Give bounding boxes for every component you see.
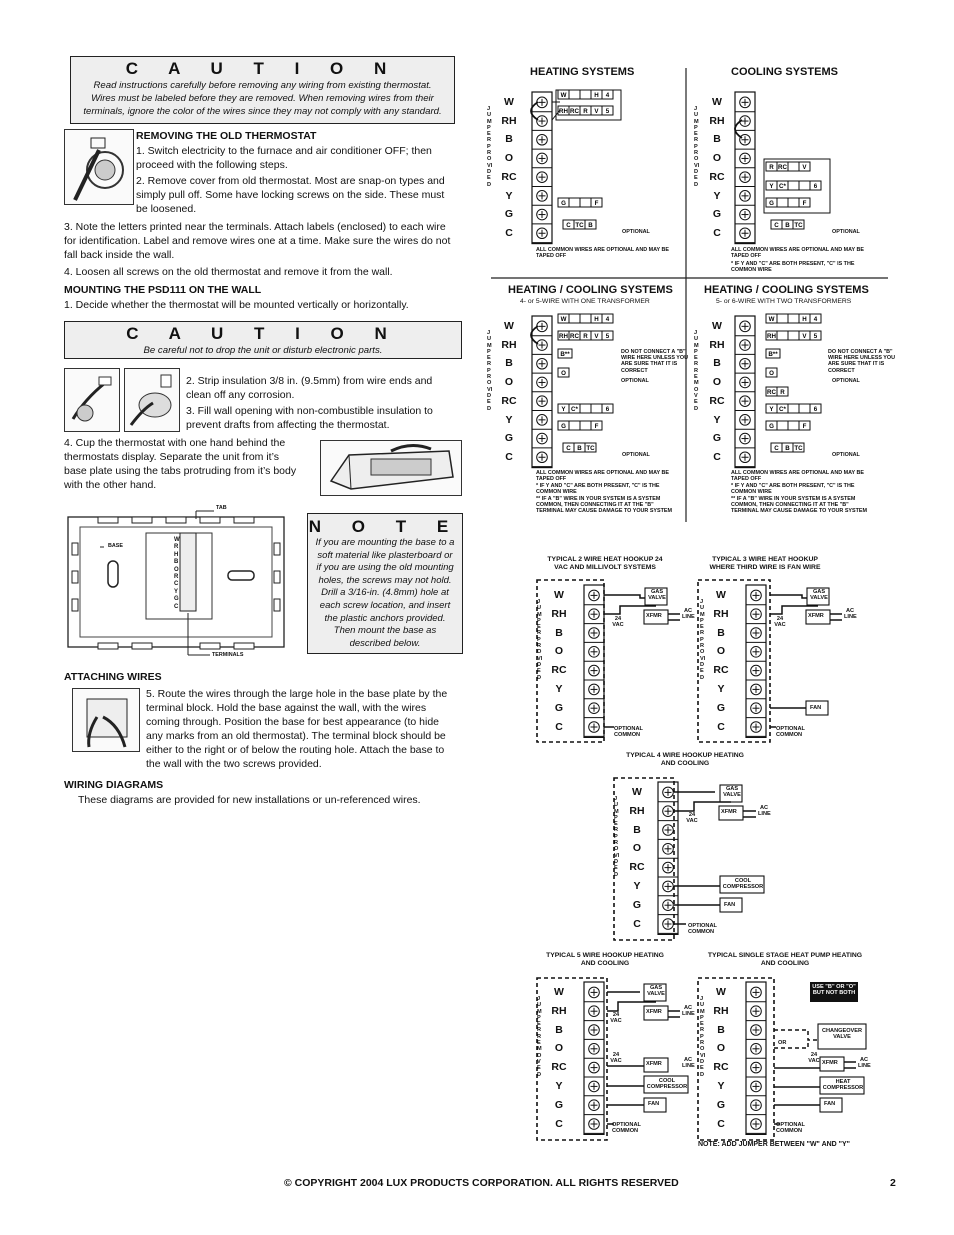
hk4-vac-label: 24 VAC <box>686 812 698 825</box>
terminal-cell-label: B** <box>560 351 570 358</box>
hk3-terminal-label: RC <box>713 664 729 677</box>
note-text: If you are mounting the base to a soft material like plasterboard or if you are using the old mounting holes, the screws may not hold. Drill a 3/16-in. (4.8mm) hole at each screw location, and insert the plastic anchors provided. Then mount the base as described below. <box>315 537 455 649</box>
caution-text: Be careful not to drop the unit or disturb electronic parts. <box>143 345 383 356</box>
hk2-jumper-label: JUMPERPROVIDED <box>537 599 543 681</box>
terminal-cell <box>777 421 788 430</box>
hp-changeover-label: CHANGEOVER VALVE <box>821 1028 863 1041</box>
terminal-cell-label: RH <box>559 108 568 115</box>
terminal-cell <box>799 404 810 413</box>
terminal-cell-label: TC <box>575 222 584 229</box>
hk5-terminal-label: B <box>555 1023 563 1036</box>
terminal-cell-label: G <box>561 200 566 207</box>
heating-systems-title: HEATING SYSTEMS <box>530 66 635 78</box>
hk2-ac-line-label: AC LINE <box>682 608 695 621</box>
hk3-gas-valve-label: GAS VALVE <box>810 589 828 602</box>
hp-terminal-label: O <box>716 1042 726 1055</box>
hk5-common-label: OPTIONAL COMMON <box>612 1122 641 1135</box>
terminal-cell-label: V <box>594 108 599 115</box>
terminal-cell-label: B** <box>768 351 778 358</box>
cooling-terminal-label: W <box>712 96 722 108</box>
terminal-cell-label: H <box>594 92 599 99</box>
terminal-cell-label: 4 <box>605 92 610 99</box>
tab-label: TAB <box>216 505 227 511</box>
hc2-subtitle: 5- or 6-WIRE WITH TWO TRANSFORMERS <box>716 298 852 305</box>
hk3-common-label: OPTIONAL COMMON <box>776 726 805 739</box>
hc2-terminal-label: Y <box>713 413 721 426</box>
removing-step4: 4. Loosen all screws on the old thermostat and remove it from the wall. <box>64 266 393 278</box>
terminal-cell <box>580 421 591 430</box>
hk2-vac-label: 24 VAC <box>612 616 624 629</box>
hc2-jumper-label: JUMPERREMOVED <box>694 330 699 412</box>
hk2-common-label: OPTIONAL COMMON <box>614 726 643 739</box>
heating-terminal-label: O <box>504 152 514 165</box>
cooling-terminal-label: C <box>713 226 721 239</box>
hk2-terminal-label: B <box>555 626 563 639</box>
hk5-cool-label: COOL COMPRESSOR <box>646 1078 688 1091</box>
step3-fill: 3. Fill wall opening with non-combustible insulation to prevent drafts from affecting the thermostat. <box>186 405 433 431</box>
terminal-cell <box>788 421 799 430</box>
terminal-cell-label: C* <box>779 406 786 413</box>
hk5-terminal-label: O <box>554 1042 564 1055</box>
terminal-cell-label: F <box>594 423 599 430</box>
hp-terminal-label: W <box>716 986 726 998</box>
hp-jumper-label: JUMPERPROVIDED <box>700 996 706 1078</box>
hk5-terminal-label: G <box>554 1098 564 1111</box>
heating-terminal-label: Y <box>505 189 513 202</box>
cooling-terminal-label: G <box>712 208 722 221</box>
hc2-note3: ** IF A "B" WIRE IN YOUR SYSTEM IS A SYSTEM COMMON, THEN CONNECTING IT AT THE "B" TERMINAL MAY CAUSE DAMAGE TO YOUR SYSTEM <box>731 496 867 515</box>
hk2-terminal-label: RC <box>551 664 567 677</box>
hc1-terminal-label: C <box>505 450 513 463</box>
terminal-cell <box>788 314 799 323</box>
hk5-fan-label: FAN <box>648 1101 660 1107</box>
terminal-cell <box>788 198 799 207</box>
hk2-terminal-label: G <box>554 701 564 714</box>
terminal-cell-label: RC <box>570 108 579 115</box>
hk4-terminal-label: C <box>633 917 641 930</box>
hc1-terminal-label: B <box>505 357 513 370</box>
hp-terminal-label: RC <box>713 1061 729 1074</box>
terminal-cell-label: TC <box>794 445 803 452</box>
hk5-vac-label-1: 24 VAC <box>610 1012 622 1025</box>
terminal-cell-label: V <box>594 333 599 340</box>
terminal-cell <box>777 331 788 340</box>
hc2-note: ALL COMMON WIRES ARE OPTIONAL AND MAY BE TAPED OFF <box>731 470 864 483</box>
wiring-heading: WIRING DIAGRAMS <box>64 779 164 791</box>
hk4-cool-label: COOL COMPRESSOR <box>722 878 764 891</box>
hc1-subtitle: 4- or 5-WIRE WITH ONE TRANSFORMER <box>520 298 650 305</box>
hk5-terminal-label: RC <box>551 1061 567 1074</box>
terminal-cell-label: G <box>561 423 566 430</box>
terminal-cell-label: 5 <box>605 333 610 340</box>
terminal-cell-label: 4 <box>605 316 610 323</box>
hk3-terminal-label: B <box>717 626 725 639</box>
hk3-terminal-label: C <box>717 720 725 733</box>
terminal-cell-label: 6 <box>813 183 818 190</box>
terminal-cell-label: RC <box>767 389 776 396</box>
hk2-gas-valve-label: GAS VALVE <box>648 589 666 602</box>
hp-terminal-label: RH <box>713 1004 729 1017</box>
hp-xfmr-label: XFMR <box>822 1060 838 1066</box>
hc2-terminal-label: G <box>712 432 722 445</box>
terminal-cell-label: 6 <box>605 406 610 413</box>
terminal-cell <box>580 404 591 413</box>
terminal-cell-label: 5 <box>605 108 610 115</box>
hk5-terminal-label: Y <box>555 1080 563 1092</box>
terminal-cell <box>569 314 580 323</box>
hk2-terminal-label: W <box>554 589 564 601</box>
hc2-terminal-label: B <box>713 357 721 370</box>
hc2-terminal-label: O <box>712 376 722 389</box>
wire <box>604 595 645 598</box>
attaching-step5: 5. Route the wires through the large hole in the base plate by the terminal block. Hold the base against the wall, with the wires coming through. Position the base for best appearance (to hide any marks from an old thermostat). The terminal block should be either to the right or of below the routing hole. Attach the base to the wall with the two screws provided. <box>146 688 448 770</box>
terminal-cell <box>777 314 788 323</box>
terminal-cell-label: V <box>802 164 807 171</box>
terminal-cell-label: B <box>785 445 790 452</box>
hc1-optional-2: OPTIONAL <box>622 452 650 458</box>
terminal-cell-label: C* <box>571 406 578 413</box>
terminal-cell-label: B <box>577 445 582 452</box>
hc2-optional-1: OPTIONAL <box>832 378 860 384</box>
hc2-optional-2: OPTIONAL <box>832 452 860 458</box>
terminal-cell-label: R <box>583 108 588 115</box>
hk2-terminal-label: C <box>555 720 563 733</box>
terminal-cell-label: B <box>785 222 790 229</box>
hk5-jumper-label: JUMPERREMOVED <box>537 996 542 1078</box>
hc2-terminal-label: RH <box>709 338 725 351</box>
cooling-terminal-label: RC <box>709 170 725 183</box>
hk4-title: TYPICAL 4 WIRE HOOKUP HEATING AND COOLING <box>626 752 744 767</box>
terminal-cell-label: TC <box>586 445 595 452</box>
base-label: BASE <box>108 543 123 549</box>
hk4-terminal-label: O <box>632 842 642 855</box>
hk5-ac-line-label-1: AC LINE <box>682 1005 695 1018</box>
cooling-note2: * IF Y AND "C" ARE BOTH PRESENT, "C" IS THE COMMON WIRE <box>731 261 855 274</box>
terminal-cell-label: H <box>802 316 807 323</box>
terminal-cell-label: R <box>583 333 588 340</box>
hc1-optional-1: OPTIONAL <box>621 378 649 384</box>
wire <box>770 595 807 598</box>
hk2-terminal-label: Y <box>555 683 563 695</box>
cooling-terminal-label: B <box>713 133 721 146</box>
heating-note: ALL COMMON WIRES ARE OPTIONAL AND MAY BE TAPED OFF <box>536 247 669 260</box>
mounting-heading: MOUNTING THE PSD111 ON THE WALL <box>64 284 262 296</box>
terminal-cell-label: R <box>769 164 774 171</box>
cooling-systems-title: COOLING SYSTEMS <box>731 66 838 78</box>
hc1-note: ALL COMMON WIRES ARE OPTIONAL AND MAY BE TAPED OFF <box>536 470 669 483</box>
terminal-cell-label: O <box>769 370 774 377</box>
terminal-cell-label: Y <box>561 406 566 413</box>
hc1-terminal-label: O <box>504 376 514 389</box>
hk2-title: TYPICAL 2 WIRE HEAT HOOKUP 24 VAC AND MILLIVOLT SYSTEMS <box>547 556 663 571</box>
hk5-xfmr-label: XFMR <box>646 1009 662 1015</box>
hp-heat-label: HEAT COMPRESSOR <box>822 1079 864 1092</box>
hk5-terminal-label: C <box>555 1117 563 1130</box>
hk3-vac-label: 24 VAC <box>774 616 786 629</box>
hk4-terminal-label: G <box>632 898 642 911</box>
terminal-cell-label: C <box>566 445 571 452</box>
terminal-cell-label: RC <box>570 333 579 340</box>
hk4-terminal-label: RH <box>629 804 645 817</box>
caution-title: C A U T I O N <box>125 59 400 78</box>
cooling-note: ALL COMMON WIRES ARE OPTIONAL AND MAY BE TAPED OFF <box>731 247 864 260</box>
hk4-xfmr-label: XFMR <box>721 809 737 815</box>
terminal-cell <box>788 162 799 171</box>
terminal-cell-label: C* <box>779 183 786 190</box>
heating-terminal-label: RH <box>501 114 517 127</box>
terminal-strip-letters: WRHBORCYGC <box>174 537 180 610</box>
removing-heading: REMOVING THE OLD THERMOSTAT <box>136 130 317 142</box>
terminal-cell <box>777 198 788 207</box>
hc2-note2: * IF Y AND "C" ARE BOTH PRESENT, "C" IS THE COMMON WIRE <box>731 483 855 496</box>
terminal-cell <box>799 181 810 190</box>
hk4-gas-valve-label: GAS VALVE <box>723 786 741 799</box>
terminal-cell-label: B <box>588 222 593 229</box>
heating-terminal-label: B <box>505 133 513 146</box>
terminal-cell-label: W <box>560 92 567 99</box>
terminal-cell-label: W <box>768 316 775 323</box>
terminal-cell <box>569 198 580 207</box>
heating-optional: OPTIONAL <box>622 229 650 235</box>
cooling-jumper-label: JUMPERPROVIDED <box>694 106 700 188</box>
hk4-ac-line-label: AC LINE <box>758 805 771 818</box>
terminal-cell <box>569 90 580 99</box>
terminal-cell-label: C <box>774 445 779 452</box>
terminal-cell-label: 6 <box>813 406 818 413</box>
terminal-cell-label: H <box>594 316 599 323</box>
terminal-cell-label: G <box>769 423 774 430</box>
hk3-xfmr-label: XFMR <box>808 613 824 619</box>
terminal-cell-label: F <box>594 200 599 207</box>
terminal-cell-label: Y <box>769 183 774 190</box>
hc2-terminal-label: C <box>713 450 721 463</box>
terminal-cell-label: V <box>802 333 807 340</box>
hk3-terminal-label: W <box>716 589 726 601</box>
terminal-cell-label: RH <box>559 333 568 340</box>
hk4-fan-label: FAN <box>724 902 736 908</box>
terminal-cell-label: 4 <box>813 316 818 323</box>
terminal-cell-label: C <box>566 222 571 229</box>
removing-step3: 3. Note the letters printed near the terminals. Attach labels (enclosed) to each wire for identification. Label and remove wires one at a time. Make sure the wires do not fall back inside the wall. <box>64 221 451 261</box>
terminal-cell-label: TC <box>794 222 803 229</box>
step4-cup: 4. Cup the thermostat with one hand behind the thermostats display. Separate the unit from it’s base plate using the tabs protruding from it’s body with the other hand. <box>64 437 297 491</box>
page-number: 2 <box>890 1177 896 1189</box>
removing-step2-a: 2. Remove cover from old thermostat. Most are snap-on types and simply pull off. Some have locking screws on the side. These must be loosened. <box>136 175 445 215</box>
hp-vac-label: 24 VAC <box>808 1052 820 1065</box>
hk4-terminal-label: Y <box>633 880 641 892</box>
terminal-cell-label: RC <box>778 164 787 171</box>
hk3-title: TYPICAL 3 WIRE HEAT HOOKUP WHERE THIRD WIRE IS FAN WIRE <box>709 556 821 571</box>
heating-terminal-label: G <box>504 208 514 221</box>
cooling-optional: OPTIONAL <box>832 229 860 235</box>
hk3-jumper-label: JUMPERPROVIDED <box>700 599 706 681</box>
copyright: © COPYRIGHT 2004 LUX PRODUCTS CORPORATION. ALL RIGHTS RESERVED <box>284 1177 679 1189</box>
hc1-terminal-label: RC <box>501 394 517 407</box>
hc2-terminal-label: W <box>712 320 722 332</box>
hp-use-label: USE "B" OR "O" BUT NOT BOTH <box>812 984 856 997</box>
hp-fan-label: FAN <box>824 1101 836 1107</box>
caution-text: Read instructions carefully before removing any wiring from existing thermostat. Wires must be labeled before they are removed. When removing wires from their terminals, ignore the color of the wires since they may not comply with any standard. <box>83 80 442 117</box>
hc1-note3: ** IF A "B" WIRE IN YOUR SYSTEM IS A SYSTEM COMMON, THEN CONNECTING IT AT THE "B" TERMINAL MAY CAUSE DAMAGE TO YOUR SYSTEM <box>536 496 672 515</box>
heating-terminal-label: RC <box>501 170 517 183</box>
attaching-heading: ATTACHING WIRES <box>64 671 162 683</box>
heating-terminal-label: C <box>505 226 513 239</box>
hk5-ac-line-label-2: AC LINE <box>682 1057 695 1070</box>
terminal-cell-label: RH <box>767 333 776 340</box>
cooling-terminal-label: Y <box>713 189 721 202</box>
terminal-cell <box>580 314 591 323</box>
hk3-terminal-label: Y <box>717 683 725 695</box>
step2-strip: 2. Strip insulation 3/8 in. (9.5mm) from wire ends and clean off any corrosion. <box>186 375 433 401</box>
terminal-cell-label: R <box>780 389 785 396</box>
hk3-terminal-label: O <box>716 645 726 658</box>
terminal-cell <box>788 404 799 413</box>
removing-step1: 1. Switch electricity to the furnace and air conditioner OFF; then proceed with the following steps. <box>136 145 432 171</box>
hp-terminal-label: B <box>717 1023 725 1036</box>
hk4-terminal-label: W <box>632 786 642 798</box>
terminal-cell <box>591 404 602 413</box>
heating-jumper-label: JUMPERPROVIDED <box>487 106 493 188</box>
hp-terminal-label: Y <box>717 1080 725 1092</box>
terminal-cell-label: G <box>769 200 774 207</box>
hp-or-label: OR <box>778 1040 787 1046</box>
hk5-gas-valve-label: GAS VALVE <box>647 985 665 998</box>
hk5-vac-label-2: 24 VAC <box>610 1052 622 1065</box>
hc1-title: HEATING / COOLING SYSTEMS <box>508 284 673 296</box>
hk2-xfmr-label: XFMR <box>646 613 662 619</box>
hp-ac-line-label: AC LINE <box>858 1057 871 1070</box>
hp-terminal-label: G <box>716 1098 726 1111</box>
terminal-cell-label: W <box>560 316 567 323</box>
terminal-cell-label: F <box>802 423 807 430</box>
hc1-terminal-label: RH <box>501 338 517 351</box>
hc1-terminal-label: Y <box>505 413 513 426</box>
cooling-terminal-label: RH <box>709 114 725 127</box>
hk3-terminal-label: G <box>716 701 726 714</box>
hk5-terminal-label: RH <box>551 1004 567 1017</box>
mounting-step1: 1. Decide whether the thermostat will be mounted vertically or horizontally. <box>64 299 409 311</box>
hc1-jumper-label: JUMPERPROVIDED <box>487 330 493 412</box>
hc1-note2: * IF Y AND "C" ARE BOTH PRESENT, "C" IS THE COMMON WIRE <box>536 483 660 496</box>
hk3-ac-line-label: AC LINE <box>844 608 857 621</box>
hp-title: TYPICAL SINGLE STAGE HEAT PUMP HEATING AND COOLING <box>707 952 863 967</box>
hk4-terminal-label: B <box>633 823 641 836</box>
heat-pump-note: NOTE: ADD JUMPER BETWEEN "W" AND "Y" <box>698 1141 850 1148</box>
wiring-text: These diagrams are provided for new installations or un-referenced wires. <box>78 794 421 806</box>
heating-terminal-label: W <box>504 96 514 108</box>
hk5-xfmr-label-2: XFMR <box>646 1061 662 1067</box>
terminal-cell <box>569 421 580 430</box>
hk4-common-label: OPTIONAL COMMON <box>688 923 717 936</box>
terminal-cell <box>788 331 799 340</box>
hk5-title: TYPICAL 5 WIRE HOOKUP HEATING AND COOLING <box>546 952 664 967</box>
hk2-terminal-label: RH <box>551 607 567 620</box>
hc2-title: HEATING / COOLING SYSTEMS <box>704 284 869 296</box>
terminal-cell-label: C <box>774 222 779 229</box>
terminal-cell-label: 5 <box>813 333 818 340</box>
hc1-terminal-label: W <box>504 320 514 332</box>
terminal-cell <box>580 90 591 99</box>
hk3-fan-label: FAN <box>810 705 822 711</box>
hc2-warning: DO NOT CONNECT A "B" WIRE HERE UNLESS YOU ARE SURE THAT IT IS CORRECT <box>828 349 895 374</box>
hp-terminal-label: C <box>717 1117 725 1130</box>
terminals-label: TERMINALS <box>212 652 244 658</box>
hk3-terminal-label: RH <box>713 607 729 620</box>
terminal-cell-label: Y <box>769 406 774 413</box>
terminal-cell <box>788 181 799 190</box>
note-title: N O T E <box>308 517 462 536</box>
terminal-cell-label: O <box>561 370 566 377</box>
hk2-terminal-label: O <box>554 645 564 658</box>
caution-title: C A U T I O N <box>126 324 400 343</box>
hc1-warning: DO NOT CONNECT A "B" WIRE HERE UNLESS YOU ARE SURE THAT IT IS CORRECT <box>621 349 688 374</box>
hp-common-label: OPTIONAL COMMON <box>776 1122 805 1135</box>
hc2-terminal-label: RC <box>709 394 725 407</box>
hc1-terminal-label: G <box>504 432 514 445</box>
terminal-cell-label: F <box>802 200 807 207</box>
hk5-terminal-label: W <box>554 986 564 998</box>
cooling-terminal-label: O <box>712 152 722 165</box>
hk4-jumper-label: JUMPERPROVIDED <box>614 796 620 878</box>
terminal-cell <box>580 198 591 207</box>
hk4-terminal-label: RC <box>629 861 645 874</box>
